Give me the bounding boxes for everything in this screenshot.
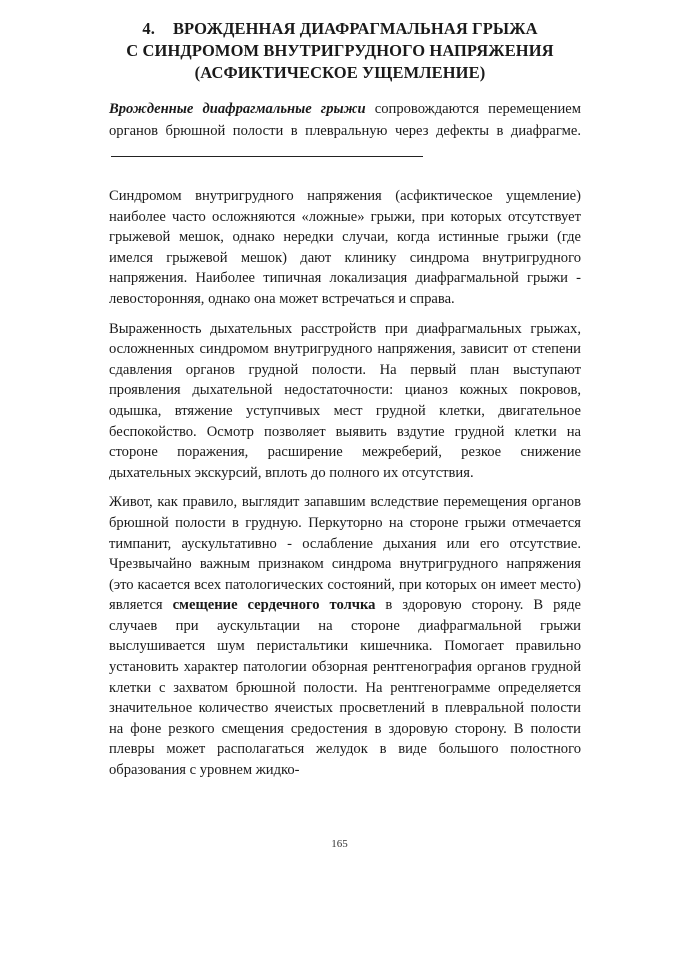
paragraph-1: Синдромом внутригрудного напряжения (асфиктическое ущемление) наиболее часто осложняются «ложные» грыжи, при которых отсутствует грыжевой мешок, однако нередки случаи, когда истинные грыжи (где имелся грыжевой мешок) дают клинику синдрома внутригрудного напряжения. Наиболее типичная локализация диафрагмальной грыжи - левосторонняя, однако она может встречаться и справа. (109, 188, 581, 307)
section-heading (80, 18, 600, 84)
intro-text: сопровождаются перемещением органов брюшной полости в плевральную через дефекты в диафрагме. (109, 101, 581, 139)
heading-line-2: С СИНДРОМОМ ВНУТРИГРУДНОГО НАПРЯЖЕНИЯ (126, 41, 554, 60)
intro-term: Врожденные диафрагмальные грыжи (109, 101, 366, 117)
page-number: 165 (331, 838, 348, 850)
paragraph-3-bold: смещение сердечного толчка (172, 597, 376, 614)
heading-line-3: (АСФИКТИЧЕСКОЕ УЩЕМЛЕНИЕ) (194, 63, 486, 82)
heading-title-1: ВРОЖДЕННАЯ ДИАФРАГМАЛЬНАЯ ГРЫЖА (172, 19, 538, 38)
paragraph-3 (109, 492, 581, 780)
heading-line-1 (80, 18, 600, 40)
section-number: 4. (142, 19, 155, 38)
blank-underline (111, 146, 423, 157)
intro-paragraph (109, 98, 581, 164)
paragraph-3-part-b: в здоровую сторону. В ряде случаев при аускультации на стороне диафрагмальной грыжи выслушивается шум перистальтики кишечника. Помогает правильно установить характер патологии обзорная рентгенография органов грудной клетки с захватом брюшной полости. На рентгенограмме определяется значительное количество ячеистых просветлений в плевральной полости на фоне резкого смещения средостения в здоровую сторону. В полости плевры может располагаться желудок в виде большого полостного образования с уровнем жидко- (109, 597, 581, 779)
paragraph-3-part-a: Живот, как правило, выглядит запавшим вследствие перемещения органов брюшной полости в грудную. Перкуторно на стороне грыжи отмечается тимпанит, аускультативно - ослабление дыхания или его отсутствие. Чрезвычайно важным признаком синдрома внутригрудного напряжения (это касается всех патологических состояний, при которых он имеет место) является (109, 494, 581, 614)
body-text (109, 186, 581, 790)
paragraph-2: Выраженность дыхательных расстройств при диафрагмальных грыжах, осложненных синдромом внутригрудного напряжения, зависит от степени сдавления органов грудной полости. На первый план выступают проявления дыхательной недостаточности: цианоз кожных покровов, одышка, втяжение уступчивых мест грудной клетки, двигательное беспокойство. Осмотр позволяет выявить вздутие грудной клетки на стороне поражения, расширение межреберий, резкое снижение дыхательных экскурсий, вплоть до полного их отсутствия. (109, 320, 581, 481)
